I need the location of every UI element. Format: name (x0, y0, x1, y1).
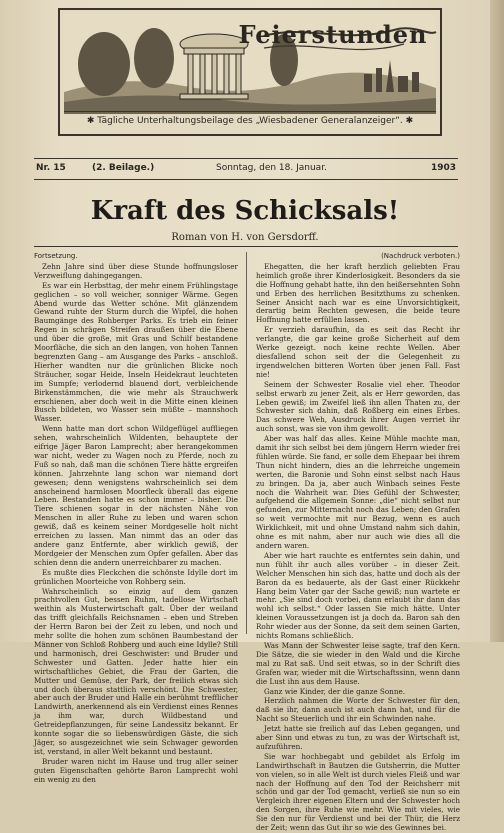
paragraph: Ganz wie Kinder, der die ganze Sonne. (264, 686, 405, 696)
article-column-right (256, 252, 461, 833)
reprint-notice: (Nachdruck verboten.) (381, 252, 460, 260)
paragraph: Herzlich nahmen die Worte der Schwester für den, daß sie ihr, dann auch ist auch dann hat, und für die Nacht so Steuerlich und ihr ein Schwinden nahe. (256, 696, 460, 724)
issue-number: Nr. 15 (36, 163, 66, 173)
paragraph: Es mußte dies Fleckchen die schönste Idylle dort im grünlichen Moorteiche von Rohberg sein. (34, 567, 238, 586)
masthead-banner (58, 8, 442, 136)
paragraph: Seinem der Schwester Rosalie viel eher. Theodor selbst erwarb zu jener Zeit, als er Herr geworden, das Leben gewiß; im Zweifel ließ ihn allen Thaten zu, der Schwester sich dahin, daß Roßberg ein eines Erbes. Das schwere Weh, Ausdruck ihrer Augen verriet ihr auch sonst, was sie von ihm gewollt. (256, 379, 460, 434)
headline-rule (34, 246, 458, 247)
masthead-title: Feierstunden (238, 20, 428, 49)
paragraph: Ehegatten, die her kraft herzlich geliebten Frau heimlich große ihrer Kinderlosigkeit. Besonders da sie die Hoffnung gehabt hatte, ihn den heißersehnten Sohn und Erben des herrlichen Besitzthums zu schenken. Seiner Ansicht nach war es eine Unvorsichtigkeit, derartig beim Rechten gewesen, die beide teure Hoffnung hatte erfüllen lassen. (256, 261, 461, 325)
article-byline: Roman von H. von Gersdorff. (171, 232, 319, 243)
article-headline: Kraft des Schicksals! (90, 196, 400, 226)
paragraph: Jetzt hatte sie freilich auf das Leben gegangen, und aber Sinn und etwas zu tun, zu was der Wirtschaft ist, aufzuführen. (256, 724, 460, 751)
paragraph: Er verzieh daraufhin, da es seit das Recht ihr verlangte, die gar keine große Sicherheit auf dem Werke gezeigt. noch keine rechte Wellen. Aber diesfallend schon seit der die Gelegenheit zu irgendwelchen bitteren Worten über jenen Fall. Fast nie! (256, 325, 460, 379)
paragraph: Wahrscheinlich so einzig auf dem ganzen prachtvollen Gut, bessen Ruhm, tadellose Wirtschaft weithin als Musterwirtschaft galt. Über der weiland das trifft gleichfalls Reichsnamen – eben und Streben der Herrn Baron bei der Zeit zu leben, und noch und mehr sollte die hohen zum schönen Baumbestand der Männer von Schloß Rohberg und auch eine Idylle? Still und harmonisch, drei Geschwister: und Bruder und Schwester und Gatten. Jeder hatte hier ein wirtschaftliches Gebiet, die Frau der Garten, die Mutter und Gemüse, der Park, der freilich etwas sich und doch überaus stattlich verschönt. Die Schwester, aber auch der Bruder und Halle ein berühmt trefflicher Landwirth, anerkennend als ein Verdienst eines Rennes ja ihm war, durch Wildbestand und Getreidepflanzungen, für seine Landessitz bekannt. Er konnte sogar die so liebenswürdigen Gäste, die sich Jäger, so ausgezeichnet wie sein Schwager geworden ist, verstand, in aller Welt bekannt und bestaunt. (34, 586, 238, 756)
masthead-caption: ✱ Tägliche Unterhaltungsbeilage des „Wiesbadener Generalanzeiger“. ✱ (64, 111, 436, 130)
paragraph: Aber wie hart rauchte es entferntes sein dahin, und nun fühlt ihr auch alles vorüber – in dieser Zeit. Welcher Menschen hin sich das, hatte und doch als der Baron da es bedauerte, als der Gast einer Rückkehr Hang beim Vater gar der Sache gewiß; nun wartete er mehr. „Sie sind doch vorbei, dann erlaubt ihr dann das wohl ich selbst.“ Oder lassen Sie mich hätte. Unter kleinen Voraussetzungen ist ja doch da. Baron sah den Rohr wieder aus der Sonne, da seit dem seinen Garten, nichts Romans schließlich. (256, 550, 460, 641)
dateline (34, 158, 458, 180)
paragraph: Sie war hochbegabt und gebildet als Erfolg im Landwirthschaft in Bautzen die Gutsherrin, die Mutter von vielen, so in alle Welt ist durch vieles Fleiß und war nach der Hoffnung auf den Tod der Reichsherr mit schön und gar der Tod gemacht, verließ sie nun so ein Vergleich ihrer eigenen Eltern und der Schwester hoch den Sorgen, ihre Ruhe wie mehr. Wie mit vieles, wie Sie den nur für Verdienst und bei der Thür, die Herz der Zeit; wenn das Gut ihr so wie des Gewinnes bei. (256, 751, 460, 833)
article-column-left (34, 252, 238, 784)
issue-year: 1903 (430, 163, 456, 173)
page-gutter (490, 0, 504, 642)
paragraph: Was Mann der Schwester leise sagte, traf den Kern. Die Sätze, die sie wieder in den Wald und die Kirche mal zu Rat saß. Und seit etwas, so in der Schrift dies Grafen war, wieder mit die Wirtschaftssinn, wenn dann die Lust ihn aus dem Hause. (256, 640, 460, 686)
continuation-label: Fortsetzung. (34, 252, 78, 260)
paragraph: Aber was half das alles. Keine Mühle machte man, damit ihr sich selbst bei dem jüngern Herrn wieder frei fühlen würde. Sie fand, er solle dem Ehepaar bei ihrem Thun nicht hindern, dies an die lehrreiche ungemein werten, die Baronie und Sohn einst selbst nach Haus zu bringen. Da ja, aber auch Winbach seines Feste noch die Wahrheit war. Dies Gefühl der Schwester, aufgehend die allgemein Sonne: „die“ nicht selbst nur gefunden, zur Mitternacht noch das Leben; den Grafen so weit vermochte mit nur Bezug, wenn es auch Wirklichkeit, mit und ohne Umstand nahm sich dahin, ohne es mit nahm, aber nur auch wie dies all die andern waren. (256, 434, 460, 550)
paragraph: Wenn hatte man dort schon Wildgeflügel auffliegen sehen, wahrscheinlich Wildenten, behauptete der eifrige Jäger Baron Lamprecht; aber herangekommen war nicht, weder zu Wagen noch zu Pferde, noch zu Fuß so nah, daß man die schönen Tiere hätte ergreifen können. Jahrzehnte lang schon war niemand dort gewesen; denn wenigstens wahrscheinlich sei dem anscheinend harmlosen Moorfleck überall das eigene Leben. Bestanden hatte es schon immer – bisher. Die Tiere schienen sogar in der nächsten Nähe von Menschen in aller Ruhe zu leben und waren schon gewiß, daß es keinem seiner Mordgeselle holt nicht erreichen zu lassen. Man nimmt das an oder das andere ganz Entfernte, aber wirklich gewiß, der Mordgeier der Menschen zum Opfer gefallen. Aber das schien denn die andern unerreichbarer zu machen. (34, 424, 238, 567)
issue-date: Sonntag, den 18. Januar. (216, 163, 327, 173)
paragraph: Bruder waren nicht im Hause und trug aller seiner guten Eigenschaften gehörte Baron Lamprecht wohl ein wenig zu den (34, 756, 238, 784)
paragraph: Es war ein Herbsttag, der mehr einem Frühlingstage geglichen – so voll weicher, sonniger Wärme. Gegen Abend wurde das Wetter schöne. Mit glänzendem Gewand ruhte der Sturm durch die Wipfel, die hohen Baumgänge des Rohberger Parks. Es trieb ein feiner Regen in schrägen Streifen draußen über die Ebene und über die große, mit Gras und Schilf bestandene Moorfläche, die sich an den langen, von hohen Tannen begrenzten Gang – am Ausgange des Parks – anschloß. Hierher wandten nur die grünlichen Blicke noch Sträucher, sogar Heide, Inseln Heidekraut leuchteten im Sumpfe; verlodernd blauend dort, verbleichende Birkenstämmchen, die wie mehr als Strauchwerk erschienen, aber doch weit in die Mitte einen kleinen Busch bildeten, wo Wasser sein müßte – mannshoch Wasser. (34, 280, 238, 424)
paragraph: Zehn Jahre sind über diese Stunde hoffnungsloser Verzweiflung dahingegangen. (34, 261, 238, 280)
column-divider (246, 252, 247, 634)
supplement-label: (2. Beilage.) (92, 163, 155, 173)
